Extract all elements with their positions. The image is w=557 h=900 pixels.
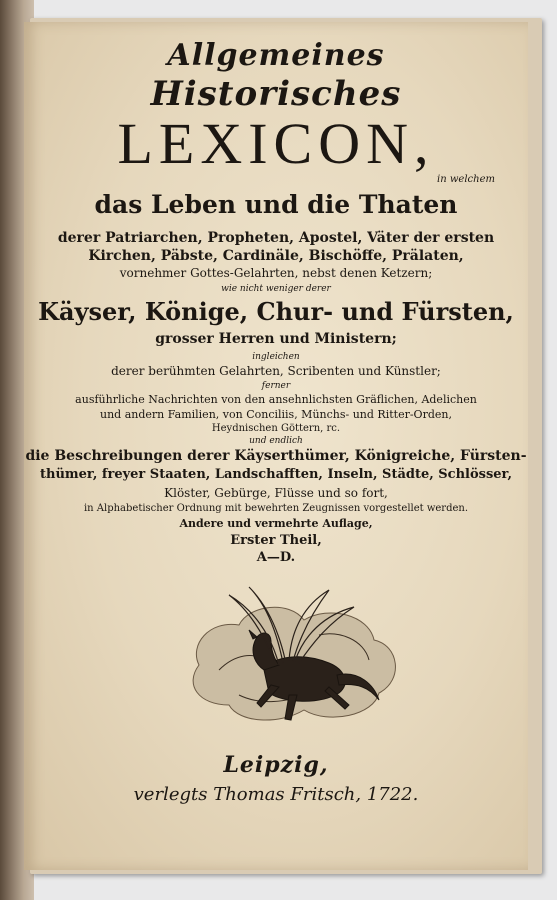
title-line-nachrichten: ausführliche Nachrichten von den ansehnlichsten Gräflichen, Adelichen [75,393,477,406]
title-line-auflage: Andere und vermehrte Auflage, [179,517,373,530]
title-line-familien: und andern Familien, von Conciliis, Münchs- und Ritter-Orden, [100,408,452,421]
title-line-historisches: Historisches [150,74,402,114]
title-line-gottes-gelahrten: vornehmer Gottes-Gelahrten, nebst denen Ketzern; [119,266,433,280]
imprint-publisher: verlegts Thomas Fritsch, 1722. [133,784,419,805]
title-line-und-endlich: und endlich [249,436,303,446]
title-line-allgemeines: Allgemeines [167,38,385,73]
title-line-volume-range: A—D. [256,550,296,565]
title-line-kirchen: Kirchen, Päbste, Cardinäle, Bischöffe, Prälaten, [88,248,464,264]
imprint-city: Leipzig, [223,752,329,778]
title-line-patriarchen: derer Patriarchen, Propheten, Apostel, Väter der ersten [57,230,495,246]
title-line-kayser: Käyser, Könige, Chur- und Fürsten, [38,297,514,326]
title-line-ferner: ferner [261,381,291,391]
title-line-staaten: thümer, freyer Staaten, Landschafften, Inseln, Städte, Schlösser, [40,467,512,482]
title-line-in-welchem: in welchem [437,174,495,185]
title-line-leben-thaten: das Leben und die Thaten [94,190,458,219]
title-line-erster-theil: Erster Theil, [230,533,322,548]
title-lexicon: LEXICON, [117,111,435,176]
title-line-grosser-herren: grosser Herren und Ministern; [155,331,397,347]
pegasus-emblem [179,575,409,735]
title-line-alphabetischer: in Alphabetischer Ordnung mit bewehrten Zeugnissen vorgestellet werden. [83,503,469,514]
title-line-gottern: Heydnischen Göttern, rc. [211,423,341,434]
title-line-gelahrten: derer berühmten Gelahrten, Scribenten und Künstler; [111,364,441,378]
title-line-kloster: Klöster, Gebürge, Flüsse und so fort, [164,486,388,500]
title-page [24,22,528,870]
title-line-wie-nicht: wie nicht weniger derer [221,284,331,294]
title-line-beschreibungen: die Beschreibungen derer Käyserthümer, Königreiche, Fürsten- [25,448,527,464]
title-line-ingleichen: ingleichen [252,352,300,362]
